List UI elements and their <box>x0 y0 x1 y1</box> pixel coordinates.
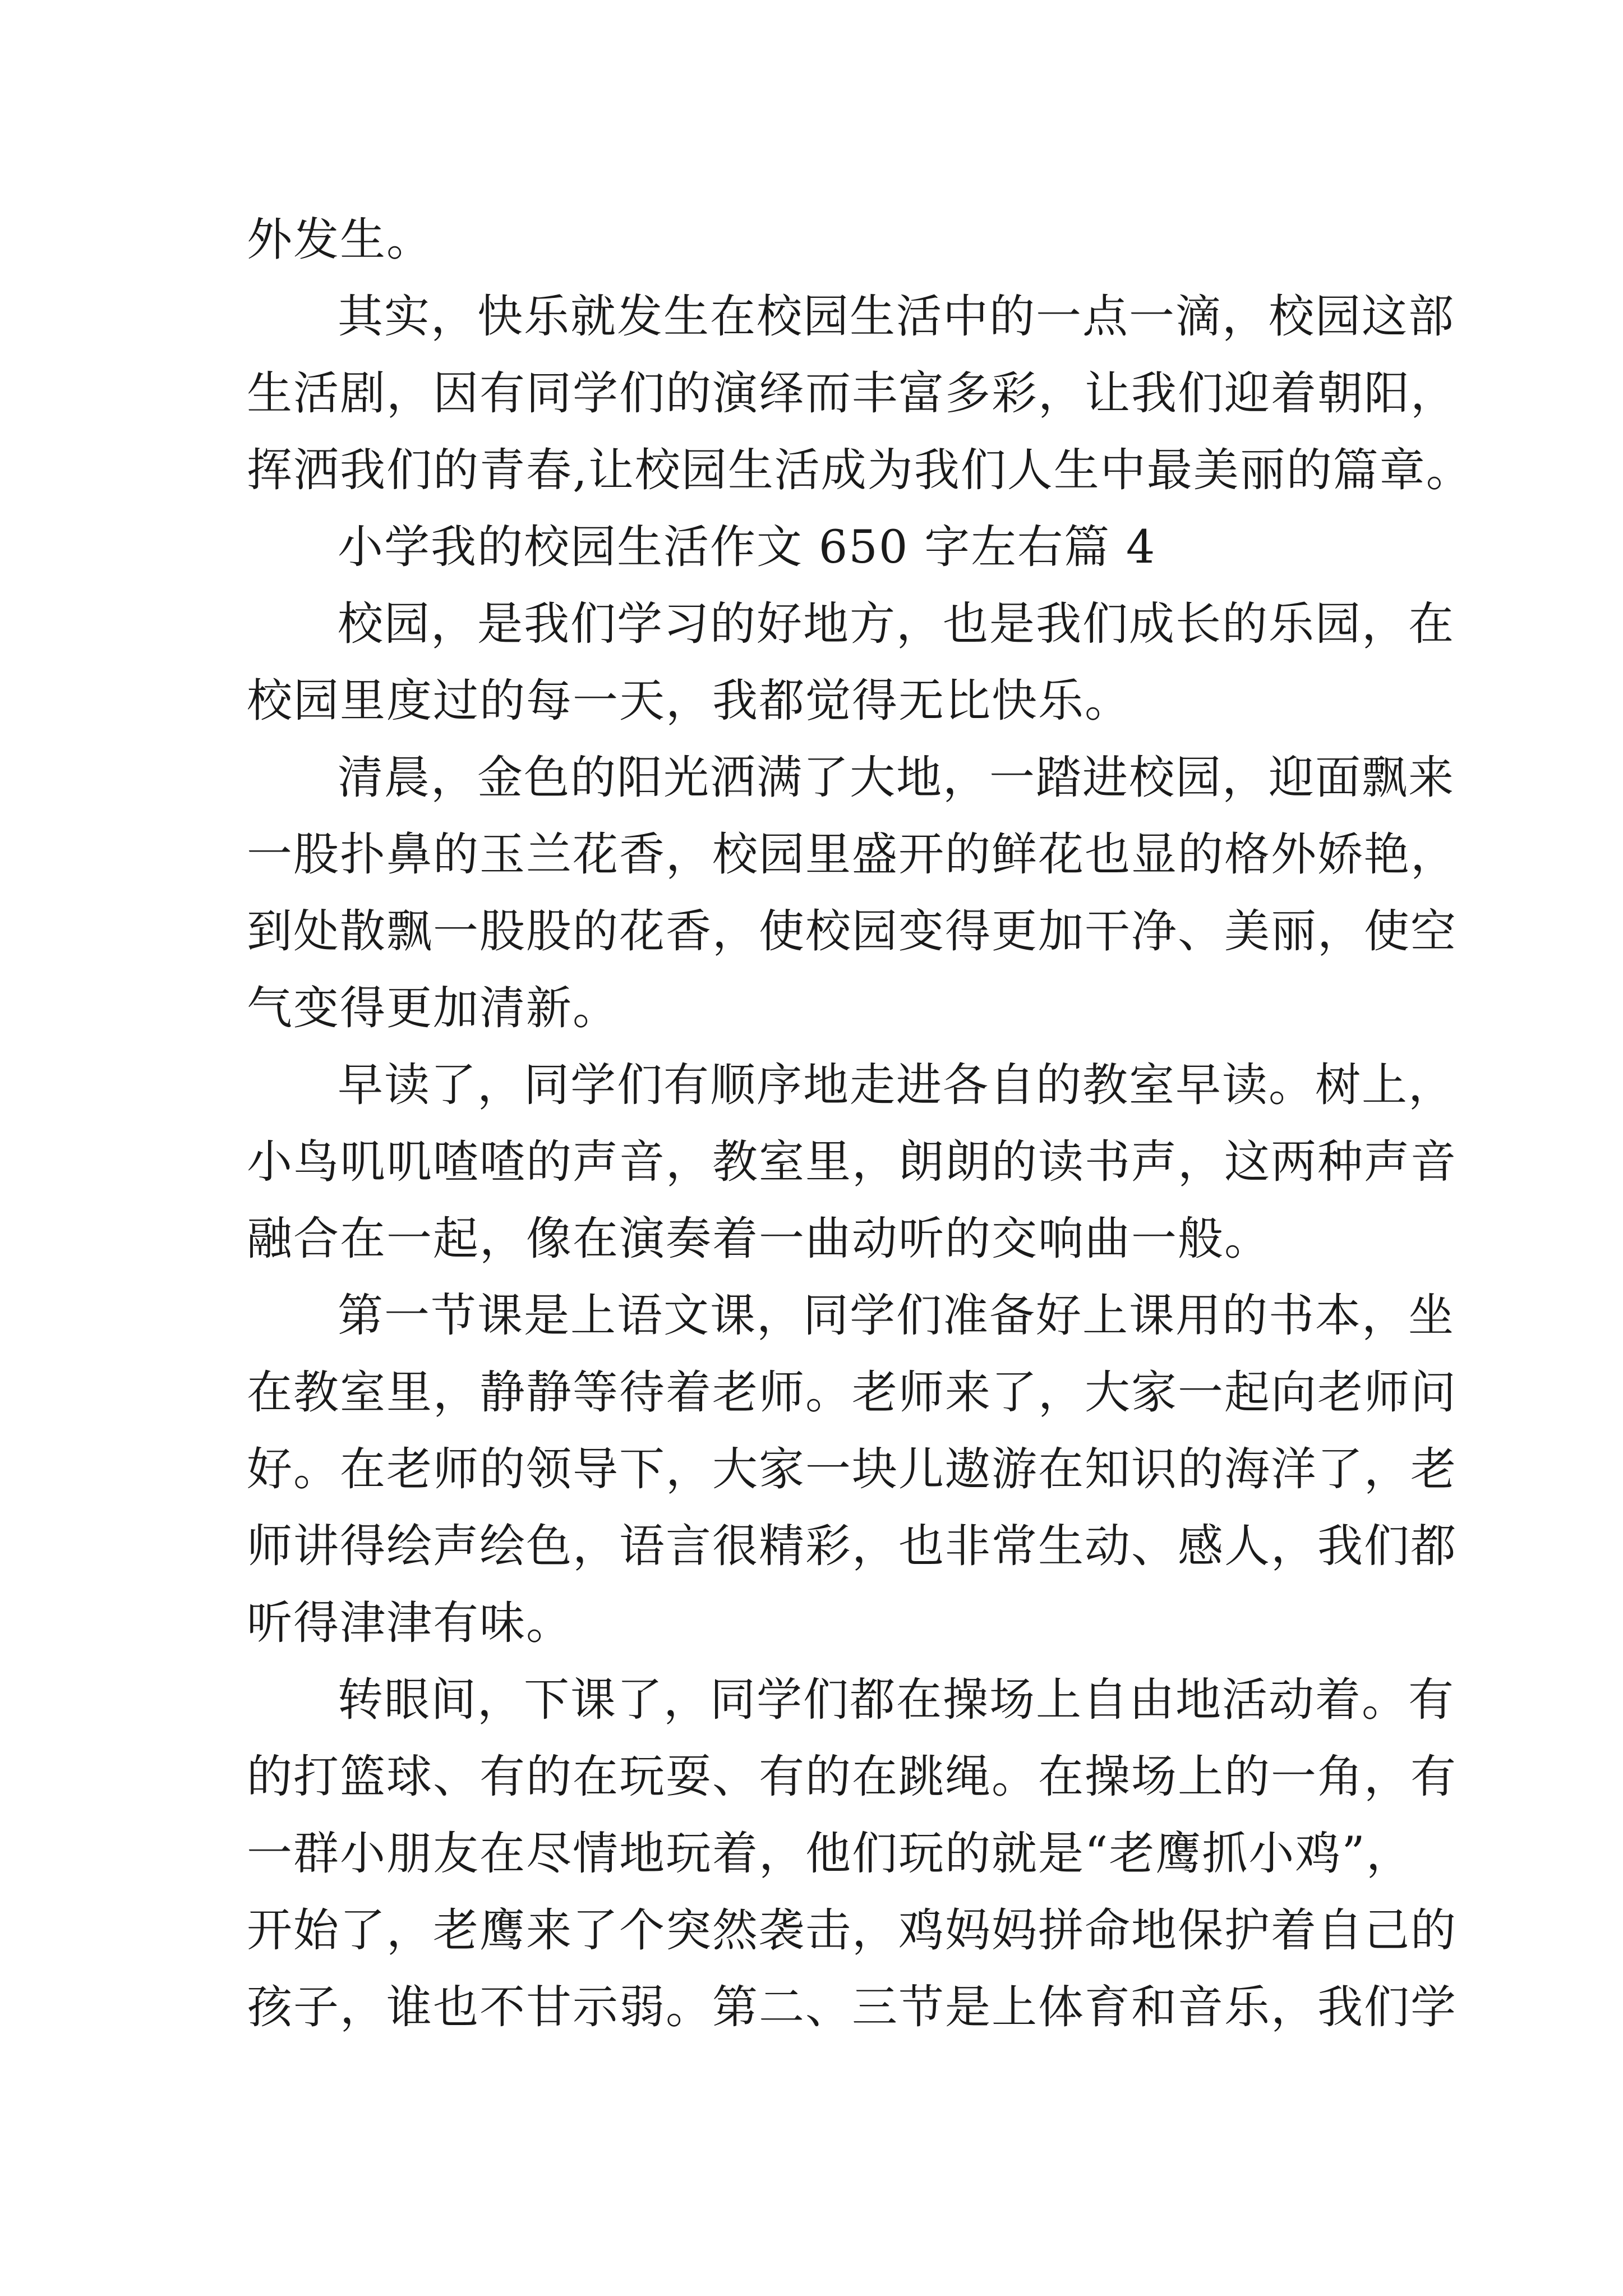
text-line: 清晨，金色的阳光洒满了大地，一踏进校园，迎面飘来 <box>338 752 1455 804</box>
text-line: 小鸟叽叽喳喳的声音，教室里，朗朗的读书声，这两种声音 <box>247 1136 1458 1189</box>
text-line: 听得津津有味。 <box>247 1597 573 1650</box>
text-line: 师讲得绘声绘色，语言很精彩，也非常生动、感人，我们都 <box>247 1520 1458 1573</box>
text-line: 开始了，老鹰来了个突然袭击，鸡妈妈拼命地保护着自己的 <box>247 1904 1458 1957</box>
text-line: 挥洒我们的青春,让校园生活成为我们人生中最美丽的篇章。 <box>247 444 1473 497</box>
essay-text <box>247 202 1473 2046</box>
text-line: 气变得更加清新。 <box>247 982 620 1035</box>
text-line: 早读了，同学们有顺序地走进各自的教室早读。树上， <box>338 1059 1455 1112</box>
text-line: 好。在老师的领导下，大家一块儿遨游在知识的海洋了，老 <box>247 1443 1458 1496</box>
text-line: 的打篮球、有的在玩耍、有的在跳绳。在操场上的一角，有 <box>247 1751 1458 1803</box>
text-line: 校园里度过的每一天，我都觉得无比快乐。 <box>247 675 1132 728</box>
text-line: 一群小朋友在尽情地玩着，他们玩的就是“老鹰抓小鸡”， <box>247 1828 1413 1880</box>
text-line: 在教室里，静静等待着老师。老师来了，大家一起向老师问 <box>247 1366 1458 1419</box>
text-line: 第一节课是上语文课，同学们准备好上课用的书本，坐 <box>338 1290 1455 1342</box>
text-line: 外发生。 <box>247 214 434 266</box>
section-heading: 小学我的校园生活作文 650 字左右篇 4 <box>338 521 1156 574</box>
text-line: 校园，是我们学习的好地方，也是我们成长的乐园，在 <box>338 598 1455 651</box>
text-line: 转眼间，下课了，同学们都在操场上自由地活动着。有 <box>338 1674 1455 1727</box>
text-line: 一股扑鼻的玉兰花香，校园里盛开的鲜花也显的格外娇艳， <box>247 829 1458 881</box>
text-line: 到处散飘一股股的花香，使校园变得更加干净、美丽，使空 <box>247 905 1458 958</box>
text-line: 融合在一起，像在演奏着一曲动听的交响曲一般。 <box>247 1213 1271 1266</box>
text-line: 孩子，谁也不甘示弱。第二、三节是上体育和音乐，我们学 <box>247 1981 1458 2034</box>
text-line: 生活剧，因有同学们的演绎而丰富多彩，让我们迎着朝阳， <box>247 367 1458 420</box>
text-line: 其实，快乐就发生在校园生活中的一点一滴，校园这部 <box>338 291 1455 343</box>
